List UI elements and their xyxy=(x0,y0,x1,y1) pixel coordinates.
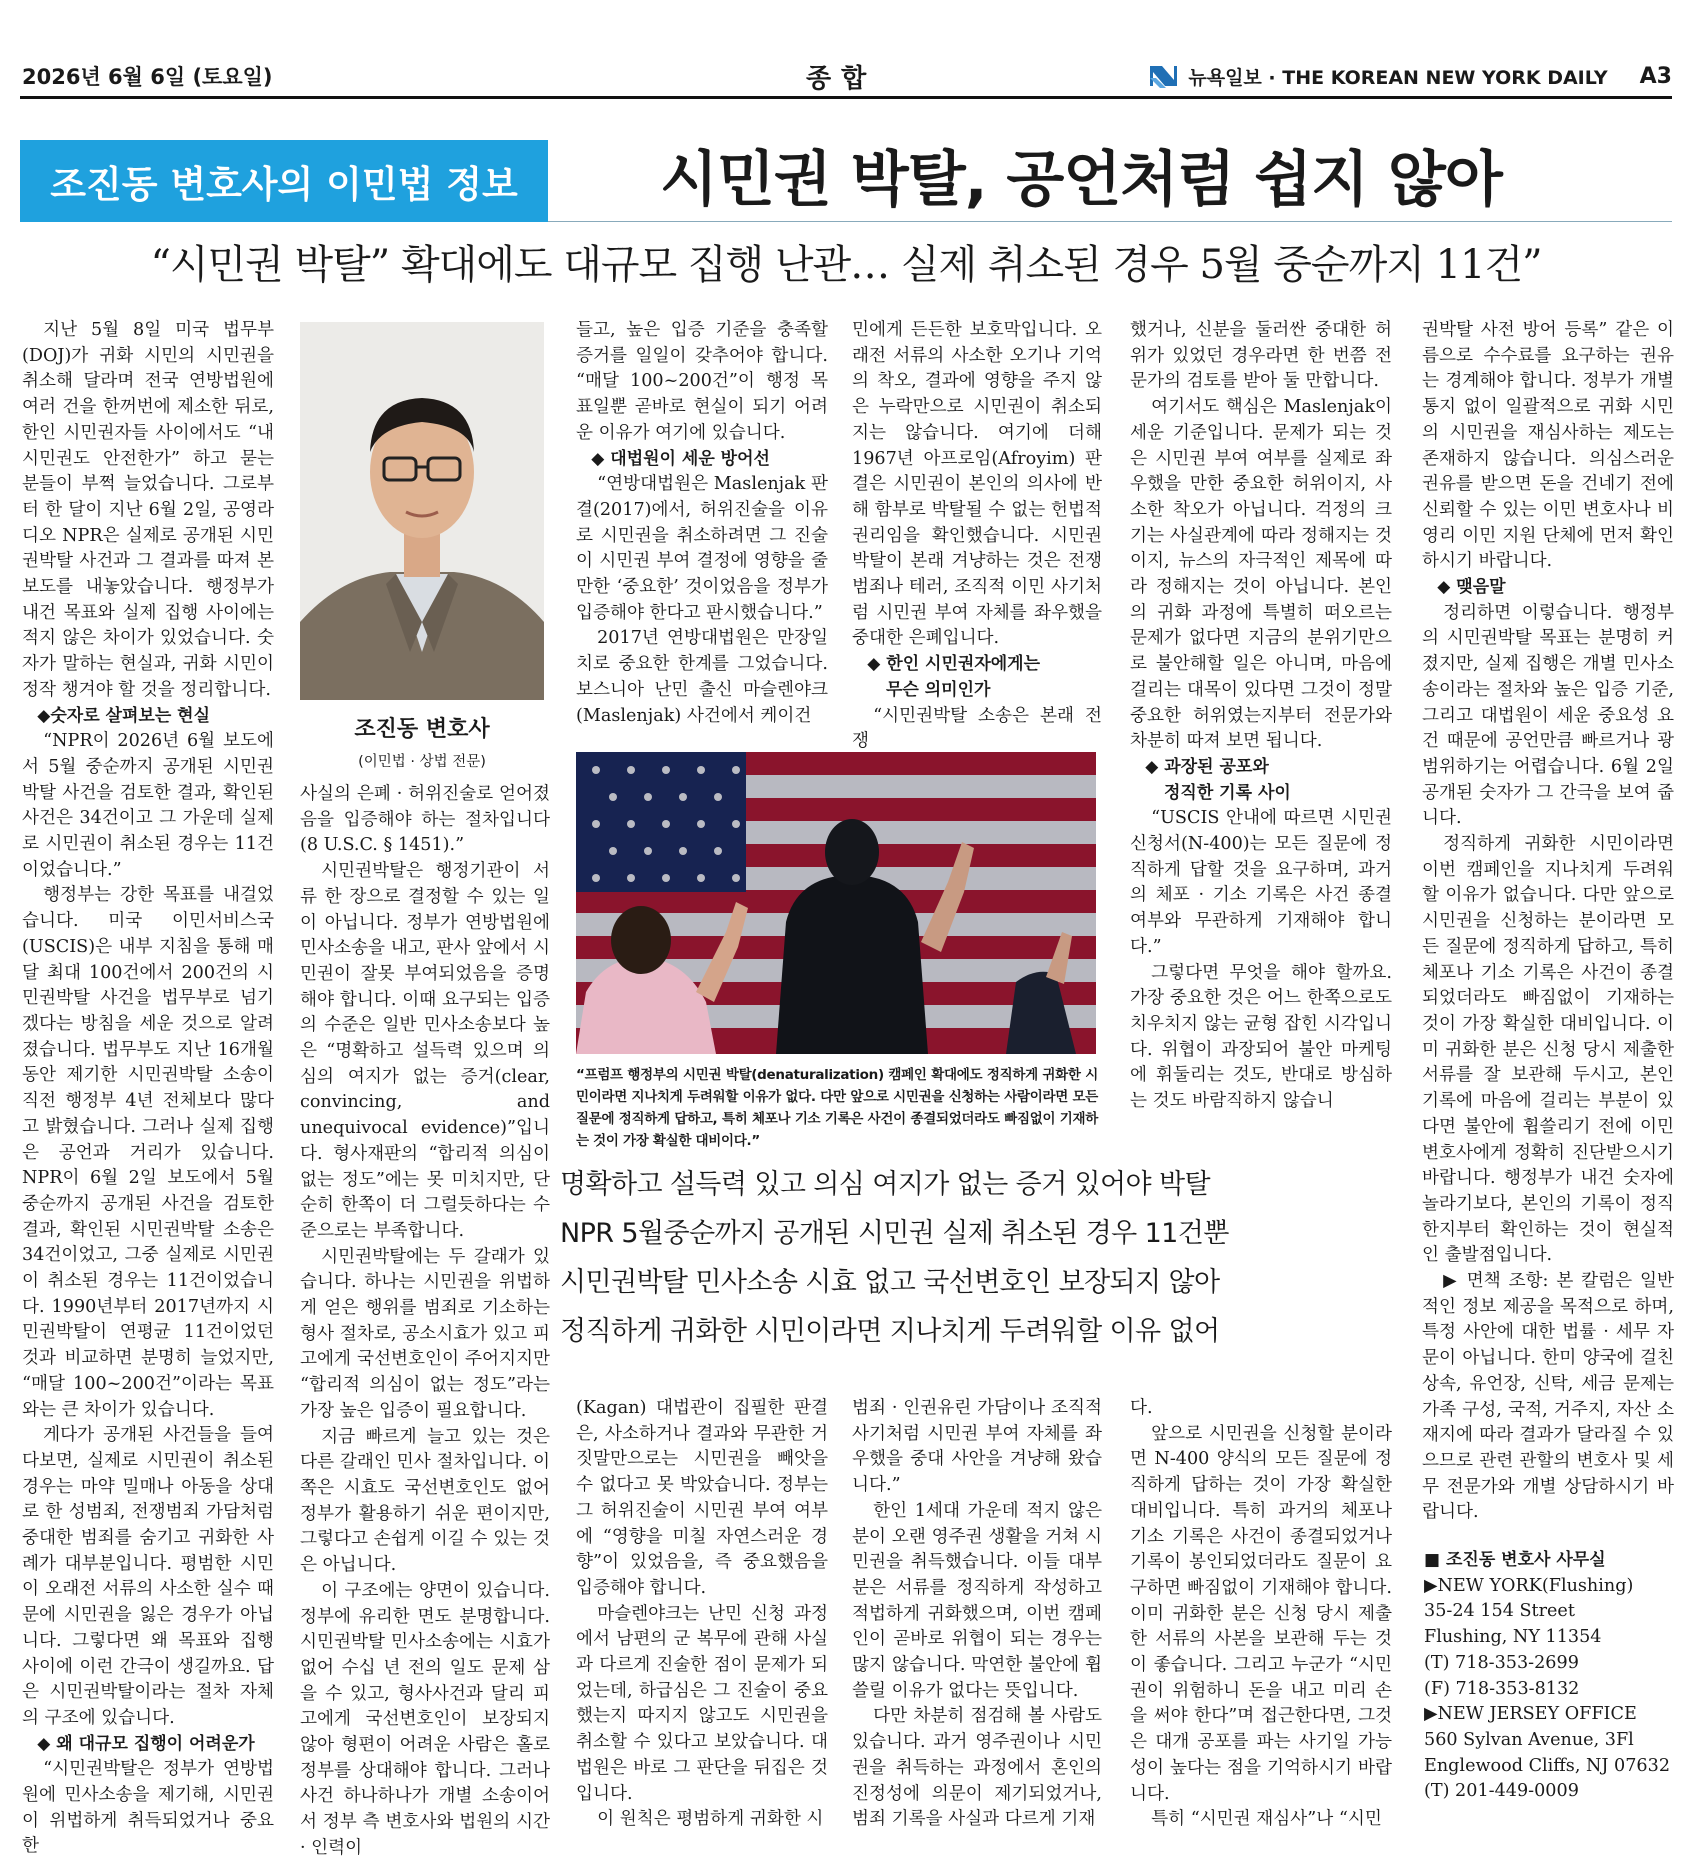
article-column-1 xyxy=(22,318,274,1857)
section-heading: ◆ 대법원이 세운 방어선 xyxy=(591,448,770,469)
masthead-rule xyxy=(20,96,1672,99)
office-line: Flushing, NY 11354 xyxy=(1424,1627,1602,1648)
office-line: (F) 718-353-8132 xyxy=(1424,1678,1580,1699)
paragraph: 지금 빠르게 늘고 있는 것은 다른 갈래인 민사 절차입니다. 이쪽은 시효도 국선변호인도 없어 정부가 활용하기 쉬운 편이지만, 그렇다고 손쉽게 이길 수 있는 것은 아닙니다. xyxy=(300,1426,550,1576)
paragraph: 지난 5월 8일 미국 법무부(DOJ)가 귀화 시민의 시민권을 취소해 달라며 전국 연방법원에 여러 건을 한꺼번에 제소한 뒤로, 한인 시민권자들 사이에서도 “내 시민권도 안전한가” 하고 묻는 분들이 부쩍 늘었습니다. 그로부터 한 달이 지난 6월 2일, 공영라디오 NPR은 실제로 공개된 시민권박탈 사건과 그 결과를 따져 본 보도를 내놓았습니다. 행정부가 내건 목표와 실제 집행 사이에는 적지 않은 차이가 있었습니다. 숫자가 말하는 현실과, 귀화 시민이 정작 챙겨야 할 것을 정리합니다. xyxy=(22,320,274,700)
article-column-3-top xyxy=(576,318,828,730)
section-heading: ◆ 한인 시민권자에게는 xyxy=(867,654,1041,675)
paragraph: 이 구조에는 양면이 있습니다. 정부에 유리한 면도 분명합니다. 시민권박탈 민사소송에는 시효가 없어 수십 년 전의 일도 문제 삼을 수 있고, 형사사건과 달리 피고에게 국선변호인이 보장되지 않아 형편이 어려운 사람은 홀로 정부를 상대해야 합니다. 그러나 사건 하나하나가 개별 소송이어서 정부 측 변호사와 법원의 시간 · 인력이 xyxy=(300,1580,550,1858)
section-heading: 정직한 기록 사이 xyxy=(1164,782,1291,803)
paragraph: (Kagan) 대법관이 집필한 판결은, 사소하거나 결과와 무관한 거짓말만으로는 시민권을 빼앗을 수 없다고 못 박았습니다. 정부는 그 허위진술이 시민권 부여 여부에 “영향을 미칠 자연스러운 경향”이 있었음을, 즉 중요했음을 입증해야 합니다. xyxy=(576,1398,828,1598)
paragraph: 행정부는 강한 목표를 내걸었습니다. 미국 이민서비스국(USCIS)은 내부 지침을 통해 매달 최대 100건에서 200건의 시민권박탈 사건을 법무부로 넘기겠다는 방침을 세운 것으로 알려졌습니다. 법무부도 지난 16개월 동안 제기한 시민권박탈 소송이 직전 행정부 4년 전체보다 많다고 밝혔습니다. 그러나 실제 집행은 공언과 거리가 있습니다. NPR이 6월 2일 보도에서 5월 중순까지 공개된 사건을 검토한 결과, 확인된 시민권박탈 소송은 34건이었고, 그중 실제로 시민권이 취소된 경우는 11건이었습니다. 1990년부터 2017년까지 시민권박탈이 연평균 11건이었던 것과 비교하면 분명히 늘었지만, “매달 100~200건”이라는 목표와는 큰 차이가 있습니다. xyxy=(22,885,274,1420)
section-heading: 무슨 의미인가 xyxy=(886,679,991,700)
pull-quote: NPR 5월중순까지 공개된 시민권 실제 취소된 경우 11건뿐 xyxy=(560,1218,1229,1249)
paragraph: 다. xyxy=(1130,1398,1153,1418)
headline-rule xyxy=(548,221,1672,222)
paragraph: 마슬렌야크는 난민 신청 과정에서 남편의 군 복무에 관해 사실과 다르게 진술한 점이 문제가 되었는데, 하급심은 그 진술이 중요했는지 따지지 않고도 시민권을 취소할 수 있다고 보았습니다. 대법원은 바로 그 판단을 뒤집은 것입니다. xyxy=(576,1603,828,1804)
pull-quotes xyxy=(560,1160,1229,1356)
newspaper-logo-icon xyxy=(1148,62,1178,90)
paragraph: 정리하면 이렇습니다. 행정부의 시민권박탈 목표는 분명히 커졌지만, 실제 집행은 개별 민사소송이라는 절차와 높은 입증 기준, 그리고 대법원이 세운 중요성 요건 때문에 공언만큼 빠르거나 광범위하기는 어렵습니다. 6월 2일 공개된 숫자가 그 간극을 보여 줍니다. xyxy=(1422,602,1674,829)
article-column-4-bottom xyxy=(852,1396,1102,1846)
section-heading: ◆ 왜 대규모 집행이 어려운가 xyxy=(37,1733,255,1754)
article-column-4-top xyxy=(852,318,1102,752)
section-heading: ◆ 맺음말 xyxy=(1437,577,1506,598)
section-name: 종합 xyxy=(806,63,877,94)
paragraph: 이 원칙은 평범하게 귀화한 시 xyxy=(597,1809,824,1830)
citizenship-ceremony-photo xyxy=(576,752,1096,1054)
office-title: ■ 조진동 변호사 사무실 xyxy=(1424,1550,1606,1570)
page-number: A3 xyxy=(1639,63,1672,89)
paragraph: 앞으로 시민권을 신청할 분이라면 N-400 양식의 모든 질문에 정직하게 답하는 것이 가장 확실한 대비입니다. 특히 과거의 체포나 기소 기록은 사건이 종결되었거나 기록이 봉인되었더라도 질문이 요구하면 빠짐없이 기재해야 합니다. 이미 귀화한 분은 신청 당시 제출한 서류의 사본을 보관해 두는 것이 좋습니다. 그리고 누군가 “시민권이 위험하니 돈을 내고 미리 손을 써야 한다”며 접근한다면, 그것은 대개 공포를 파는 사기일 가능성이 높다는 점을 기억하시기 바랍니다. xyxy=(1130,1423,1392,1804)
section-heading: ◆숫자로 살펴보는 현실 xyxy=(37,705,211,726)
photo-caption: “프럼프 행정부의 시민권 박탈(denaturalization) 캠페인 확대에도 정직하게 귀화한 시민이라면 지나치게 두려워할 이유가 없다. 다만 앞으로 시민권을 신청하는 사람이라면 모든 질문에 정직하게 답하고, 특히 체포나 기소 기록은 사건이 종결되었더라도 빠짐없이 기재하는 것이 가장 확실한 대비이다.” xyxy=(576,1067,1098,1149)
paragraph: 다만 차분히 점검해 볼 사람도 있습니다. 과거 영주권이나 시민권을 취득하는 과정에서 혼인의 진정성에 의문이 제기되었거나, 범죄 기록을 사실과 다르게 기재 xyxy=(852,1706,1102,1830)
office-line: Englewood Cliffs, NJ 07632 xyxy=(1424,1755,1671,1776)
office-line: ▶NEW JERSEY OFFICE xyxy=(1424,1704,1637,1725)
paragraph: 민에게 든든한 보호막입니다. 오래전 서류의 사소한 오기나 기억의 착오, 결과에 영향을 주지 않은 누락만으로 시민권이 취소되지는 않습니다. 여기에 더해 1967년 아프로임(Afroyim) 판결은 시민권이 본인의 의사에 반해 함부로 박탈될 수 없는 헌법적 권리임을 확인했습니다. 시민권박탈이 본래 겨냥하는 것은 전쟁범죄나 테러, 조직적 이민 사기처럼 시민권 부여 자체를 좌우했을 중대한 은폐입니다. xyxy=(852,320,1102,649)
paragraph: 게다가 공개된 사건들을 들여다보면, 실제로 시민권이 취소된 경우는 마약 밀매나 아동을 상대로 한 성범죄, 전쟁범죄 가담처럼 중대한 범죄를 숨기고 귀화한 사례가 대부분입니다. 평범한 시민이 오래전 서류의 사소한 실수 때문에 시민권을 잃은 경우가 아닙니다. 그렇다면 왜 목표와 집행 사이에 이런 간극이 생길까요. 답은 시민권박탈이라는 절차 자체의 구조에 있습니다. xyxy=(22,1425,274,1728)
article-column-5-top xyxy=(1130,318,1392,1166)
author-photo xyxy=(300,322,544,700)
issue-date: 2026년 6월 6일 (토요일) xyxy=(22,65,273,89)
paragraph: “USCIS 안내에 따르면 시민권 신청서(N-400)는 모든 질문에 정직하게 답할 것을 요구하며, 과거의 체포 · 기소 기록은 사건 종결 여부와 무관하게 기재해야 합니다.” xyxy=(1130,808,1392,957)
office-line: 560 Sylvan Avenue, 3Fl xyxy=(1424,1729,1634,1750)
article-column-6 xyxy=(1422,318,1674,1536)
paragraph: 사실의 은폐 · 허위진술로 얻어졌음을 입증해야 하는 절차입니다(8 U.S.C. § 1451).” xyxy=(300,784,550,856)
masthead xyxy=(1148,56,1672,96)
author-name: 조진동 변호사 xyxy=(354,717,490,742)
office-info xyxy=(1424,1548,1674,1805)
pull-quote: 시민권박탈 민사소송 시효 없고 국선변호인 보장되지 않아 xyxy=(560,1267,1220,1298)
paragraph: 특히 “시민권 재심사”나 “시민 xyxy=(1151,1809,1382,1830)
paragraph: 시민권박탈은 행정기관이 서류 한 장으로 결정할 수 있는 일이 아닙니다. 정부가 연방법원에 민사소송을 내고, 판사 앞에서 시민권이 잘못 부여되었음을 증명해야 합니다. 이때 요구되는 입증의 수준은 일반 민사소송보다 높은 “명확하고 설득력 있으며 의심의 여지가 없는 증거(clear, convincing, and unequivocal evidence)”입니다. 형사재판의 “합리적 의심이 없는 정도”에는 못 미치지만, 단순히 한쪽이 더 그럴듯하다는 수준으로는 부족합니다. xyxy=(300,861,550,1241)
paragraph: 시민권박탈에는 두 갈래가 있습니다. 하나는 시민권을 위법하게 얻은 행위를 범죄로 기소하는 형사 절차로, 공소시효가 있고 피고에게 국선변호인이 주어지지만 “합리적 의심이 없는 정도”라는 가장 높은 입증이 필요합니다. xyxy=(300,1246,550,1421)
article-column-2 xyxy=(300,782,550,1858)
paragraph: 범죄 · 인권유린 가담이나 조직적 사기처럼 시민권 부여 자체를 좌우했을 중대 사안을 겨냥해 왔습니다.” xyxy=(852,1398,1102,1496)
office-line: (T) 718-353-2699 xyxy=(1424,1652,1579,1673)
pull-quote: 정직하게 귀화한 시민이라면 지나치게 두려워할 이유 없어 xyxy=(560,1316,1220,1347)
article-column-5-bottom xyxy=(1130,1396,1392,1846)
section-heading: ◆ 과장된 공포와 xyxy=(1145,756,1269,777)
paragraph: “시민권박탈 소송은 본래 전쟁 xyxy=(852,705,1102,752)
paragraph: 했거나, 신분을 둘러싼 중대한 허위가 있었던 경우라면 한 번쯤 전문가의 검토를 받아 둘 만합니다. xyxy=(1130,320,1392,392)
paragraph: “시민권박탈은 정부가 연방법원에 민사소송을 제기해, 시민권이 위법하게 취득되었거나 중요한 xyxy=(22,1759,274,1857)
column-banner: 조진동 변호사의 이민법 정보 xyxy=(20,140,548,222)
paragraph: 권박탈 사전 방어 등록” 같은 이름으로 수수료를 요구하는 권유는 경계해야 합니다. 정부가 개별 통지 없이 일괄적으로 귀화 시민의 시민권을 재심사하는 제도는 존재하지 않습니다. 의심스러운 권유를 받으면 돈을 건네기 전에 신뢰할 수 있는 이민 변호사나 비영리 이민 지원 단체에 먼저 확인하시기 바랍니다. xyxy=(1422,320,1674,572)
paragraph: “연방대법원은 Maslenjak 판결(2017)에서, 허위진술을 이유로 시민권을 취소하려면 그 진술이 시민권 부여 결정에 영향을 줄 만한 ‘중요한’ 것이었음을 정부가 입증해야 한다고 판시했습니다.” xyxy=(576,474,828,623)
paragraph: 여기서도 핵심은 Maslenjak이 세운 기준입니다. 문제가 되는 것은 시민권 부여 여부를 실제로 좌우했을 만한 중요한 허위이지, 사소한 착오가 아닙니다. 걱정의 크기는 사실관계에 따라 정해지는 것이지, 뉴스의 자극적인 제목에 따라 정해지는 것이 아닙니다. 본인의 귀화 과정에 특별히 떠오르는 문제가 없다면 지금의 분위기만으로 불안해할 일은 아니며, 마음에 걸리는 대목이 있다면 그것이 정말 중요한 허위였는지부터 전문가와 차분히 따져 보면 됩니다. xyxy=(1130,397,1392,752)
paragraph: 정직하게 귀화한 시민이라면 이번 캠페인을 지나치게 두려워할 이유가 없습니다. 다만 앞으로 시민권을 신청하는 분이라면 모든 질문에 정직하게 답하고, 특히 체포나 기소 기록은 사건이 종결되었더라도 빠짐없이 기재하는 것이 가장 확실한 대비입니다. 이미 귀화한 분은 신청 당시 제출한 서류를 잘 보관해 두시고, 본인 기록에 마음에 걸리는 부분이 있다면 불안에 휩쓸리기 전에 이민 변호사에게 정확히 진단받으시기 바랍니다. 행정부가 내건 숫자에 놀라기보다, 본인의 기록이 정직한지부터 확인하는 것이 현실적인 출발점입니다. xyxy=(1422,834,1674,1266)
office-line: ▶NEW YORK(Flushing) xyxy=(1424,1575,1634,1596)
headline: 시민권 박탈, 공언처럼 쉽지 않아 xyxy=(660,145,1502,215)
paragraph: 그렇다면 무엇을 해야 할까요. 가장 중요한 것은 어느 한쪽으로도 치우치지 않는 균형 잡힌 시각입니다. 위협이 과장되어 불안 마케팅에 휘둘리는 것도, 반대로 방심하는 것도 바람직하지 않습니 xyxy=(1130,962,1392,1112)
disclaimer: ▶ 면책 조항: 본 칼럼은 일반적인 정보 제공을 목적으로 하며, 특정 사안에 대한 법률 · 세무 자문이 아닙니다. 한미 양국에 걸친 상속, 유언장, 신탁, 세금 문제는 가족 구성, 국적, 거주지, 자산 소재지에 따라 결과가 달라질 수 있으므로 관련 관할의 변호사 및 세무 전문가와 개별 상담하시기 바랍니다. xyxy=(1422,1271,1674,1523)
paragraph: 2017년 연방대법원은 만장일치로 중요한 한계를 그었습니다. 보스니아 난민 출신 마슬렌야크(Maslenjak) 사건에서 케이건 xyxy=(576,628,828,726)
article-column-3-bottom xyxy=(576,1396,828,1846)
paragraph: 들고, 높은 입증 기준을 충족할 증거를 일일이 갖추어야 합니다. “매달 100~200건”이 행정 목표일뿐 곧바로 현실이 되기 어려운 이유가 여기에 있습니다. xyxy=(576,320,828,443)
paragraph: “NPR이 2026년 6월 보도에서 5월 중순까지 공개된 시민권박탈 사건을 검토한 결과, 확인된 사건은 34건이고 그 가운데 실제로 시민권이 취소된 경우는 11건이었습니다.” xyxy=(22,731,274,880)
subheadline: “시민권 박탈” 확대에도 대규모 집행 난관… 실제 취소된 경우 5월 중순까지 11건” xyxy=(150,242,1542,288)
office-line: (T) 201-449-0009 xyxy=(1424,1781,1579,1802)
newspaper-name: 뉴욕일보 · THE KOREAN NEW YORK DAILY xyxy=(1188,66,1608,89)
author-role: (이민법 · 상법 전문) xyxy=(358,754,486,770)
paragraph: 한인 1세대 가운데 적지 않은 분이 오랜 영주권 생활을 거쳐 시민권을 취득했습니다. 이들 대부분은 서류를 정직하게 작성하고 적법하게 귀화했으며, 이번 캠페인이 곧바로 위협이 되는 경우는 많지 않습니다. 막연한 불안에 휩쓸릴 이유가 없다는 뜻입니다. xyxy=(852,1500,1102,1701)
office-line: 35-24 154 Street xyxy=(1424,1601,1575,1622)
pull-quote: 명확하고 설득력 있고 의심 여지가 없는 증거 있어야 박탈 xyxy=(560,1169,1210,1200)
